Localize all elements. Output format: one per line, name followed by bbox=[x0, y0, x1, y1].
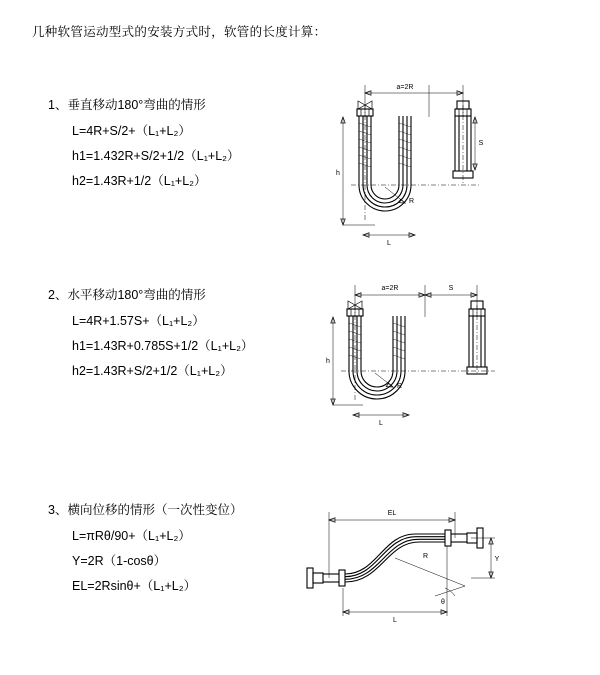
figure-vertical-180-bend bbox=[305, 75, 535, 265]
dim-label-l-3: L bbox=[393, 617, 397, 624]
section-2-formula-2: h1=1.43R+0.785S+1/2（L₁+L₂） bbox=[72, 339, 254, 353]
dim-label-theta: θ bbox=[441, 599, 445, 606]
dim-label-el: EL bbox=[387, 510, 397, 517]
section-3-formula-3: EL=2Rsinθ+（L₁+L₂） bbox=[72, 579, 197, 593]
section-lateral-offset bbox=[0, 500, 600, 650]
dim-label-s: S bbox=[478, 140, 484, 147]
dim-label-l-2: L bbox=[379, 420, 383, 427]
dim-label-s-2: S bbox=[448, 285, 454, 292]
section-2-formula-1: L=4R+1.57S+（L₁+L₂） bbox=[72, 314, 205, 328]
section-3-formula-2: Y=2R（1-cosθ） bbox=[72, 554, 167, 568]
dim-label-l: L bbox=[387, 240, 391, 247]
section-3-formula-1: L=πRθ/90+（L₁+L₂） bbox=[72, 529, 191, 543]
figure-lateral-offset bbox=[295, 500, 525, 630]
dim-label-r: R bbox=[409, 198, 415, 205]
section-1-formula-1: L=4R+S/2+（L₁+L₂） bbox=[72, 124, 191, 138]
page-title: 几种软管运动型式的安装方式时，软管的长度计算： bbox=[32, 25, 327, 39]
section-1-title: 1、垂直移动180°弯曲的情形 bbox=[48, 98, 206, 112]
dim-label-r-2: R bbox=[397, 383, 403, 390]
section-vertical-movement bbox=[0, 84, 600, 280]
section-1-formula-2: h1=1.432R+S/2+1/2（L₁+L₂） bbox=[72, 149, 240, 163]
section-1-formula-3: h2=1.43R+1/2（L₁+L₂） bbox=[72, 174, 207, 188]
dim-label-a-2r: a=2R bbox=[396, 84, 414, 91]
section-2-text bbox=[48, 285, 318, 379]
section-3-text bbox=[48, 500, 318, 594]
section-horizontal-movement bbox=[0, 285, 600, 470]
dim-label-h-2: h bbox=[326, 358, 330, 365]
section-2-formula-3: h2=1.43R+S/2+1/2（L₁+L₂） bbox=[72, 364, 233, 378]
section-1-text bbox=[48, 95, 318, 189]
dim-label-r-3: R bbox=[423, 553, 429, 560]
section-3-title: 3、横向位移的情形（一次性变位） bbox=[48, 503, 243, 517]
dim-label-y: Y bbox=[494, 556, 500, 563]
figure-horizontal-180-bend bbox=[305, 275, 535, 450]
dim-label-h: h bbox=[336, 170, 340, 177]
dim-label-a-2r-2: a=2R bbox=[381, 285, 399, 292]
section-2-title: 2、水平移动180°弯曲的情形 bbox=[48, 288, 206, 302]
